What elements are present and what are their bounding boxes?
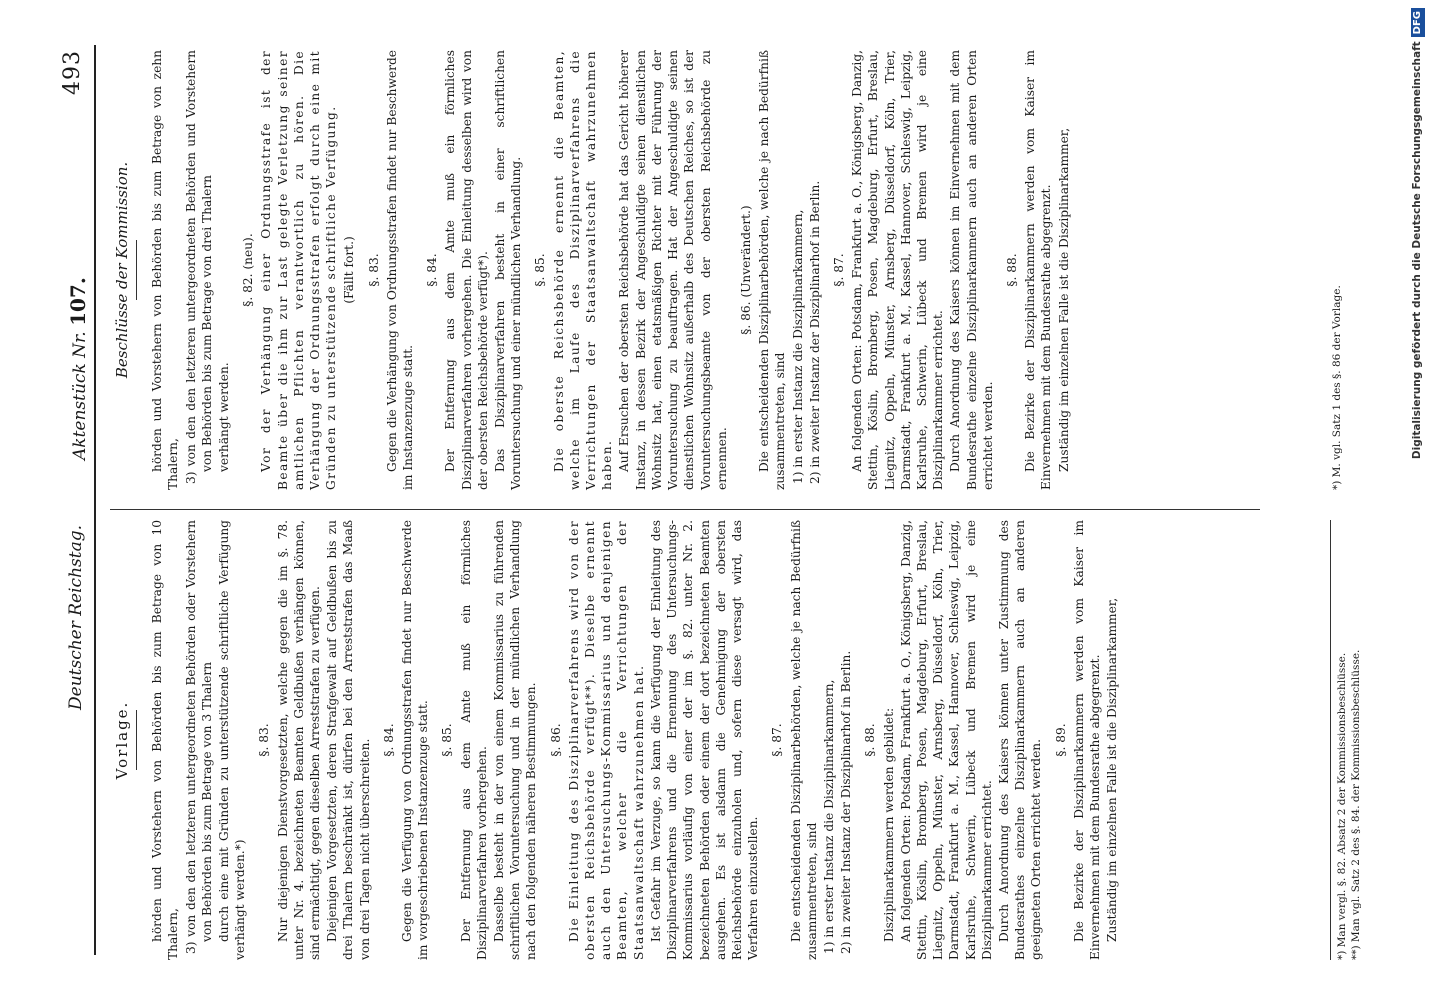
- paragraph: Gegen die Verhängung von Ordnungsstrafen findet nur Beschwerde im Instanzenzuge statt.: [384, 50, 416, 490]
- list-item: 1) in erster Instanz die Disziplinarkammern,: [821, 679, 836, 954]
- paragraph: hörden und Vorstehern von Behörden bis zum Betrage von zehn Thalern,: [150, 50, 181, 490]
- paragraph: Die entscheidenden Disziplinarbehörden, welche je nach Bedürfniß zusammentreten, sind: [788, 520, 819, 960]
- section-heading: §. 87.: [770, 723, 785, 757]
- footnote: *) Man vergl. §. 82. Absatz 2 der Kommissionsbeschlüsse.: [1336, 652, 1348, 960]
- section-heading: §. 88.: [1004, 253, 1019, 287]
- section-heading: §. 86. (Unverändert.): [738, 205, 753, 335]
- paragraph: Zuständig im einzelnen Falle ist die Disziplinarkammer,: [1056, 127, 1071, 472]
- document-label: Aktenstück Nr.: [70, 331, 90, 460]
- section-heading: §. 85.: [533, 253, 548, 287]
- editorial-note: (Fällt fort.): [342, 236, 357, 304]
- running-head: [60, 40, 100, 960]
- left-title-rule: [136, 710, 137, 770]
- paragraph: Disziplinarkammern werden gebildet:: [881, 707, 896, 942]
- paragraph: Durch Anordnung des Kaisers können unter Zustimmung des Bundesrathes einzelne Disziplinarkammern auch an anderen geeigneten Orten errichtet werden.: [996, 520, 1044, 960]
- paragraph: Die entscheidenden Disziplinarbehörden, welche je nach Bedürfniß zusammentreten, sind: [757, 50, 788, 490]
- paragraph: Die Bezirke der Disziplinarkammern werden vom Kaiser im Einvernehmen mit dem Bundesrathe abgegrenzt.: [1023, 50, 1054, 490]
- paragraph: Vor der Verhängung einer Ordnungsstrafe ist der Beamte über die ihm zur Last gelegte Verletzung seiner amtlichen Pflichten verantwortlich zu hören. Die Verhängung der Ordnungsstrafen erfolgt durch eine mit Gründen zu unterstützende schriftliche Verfügung.: [259, 50, 339, 490]
- section-heading: §. 83.: [257, 723, 272, 757]
- paragraph: Gegen die Verfügung von Ordnungsstrafen findet nur Beschwerde im vorgeschriebenen Instanzenzuge statt.: [400, 520, 431, 960]
- section-heading: §. 88.: [863, 723, 878, 757]
- watermark-text: [1406, 8, 1428, 992]
- section-heading: §. 84.: [425, 253, 440, 287]
- running-head-center: [66, 277, 90, 460]
- right-column-body: [149, 50, 1072, 490]
- list-item: 2) in zweiter Instanz der Disziplinarhof in Berlin.: [807, 180, 822, 484]
- paragraph: Der Entfernung aus dem Amte muß ein förmliches Disziplinarverfahren vorhergehen.: [458, 520, 489, 960]
- paragraph: Der Entfernung aus dem Amte muß ein förmliches Disziplinarverfahren vorhergehen. Die Einleitung desselben wird von der obersten Reichsbehörde verfügt*).: [443, 50, 490, 490]
- list-item: 2) in zweiter Instanz der Disziplinarhof in Berlin.: [839, 650, 854, 954]
- paragraph: Zuständig im einzelnen Falle ist die Disziplinarkammer,: [1105, 597, 1120, 942]
- header-rule: [94, 45, 96, 955]
- paragraph: Die oberste Reichsbehörde ernennt die Beamten, welche im Laufe des Disziplinarverfahrens die Verrichtungen der Staatsanwaltschaft wahrzunehmen haben.: [551, 50, 615, 490]
- footnote: *) M. vgl. Satz 1 des §. 86 der Vorlage.: [1331, 285, 1343, 490]
- section-heading: §. 83.: [366, 253, 381, 287]
- left-column-body: [149, 520, 1120, 960]
- paragraph: Dasselbe besteht in der von einem Kommissarius zu führenden schriftlichen Voruntersuchung und in der mündlichen Verhandlung nach den folgenden näheren Bestimmungen.: [492, 520, 539, 960]
- left-column: [110, 520, 1121, 960]
- paragraph: Ist Gefahr im Verzuge, so kann die Verfügung der Einleitung des Disziplinarverfahrens und die Ernennung des Untersuchungs-Kommissarius vorläufig von einer der im §. 82. unter Nr. 2. bezeichneten Behörden oder einem der dort bezeichneten Beamten ausgehen. Es ist alsdann die Genehmigung der obersten Reichsbehörde einzuholen und, sofern diese versagt wird, das Verfahren einzustellen.: [648, 520, 761, 960]
- watermark-label: Digitalisierung gefördert durch die Deutsche Forschungsgemeinschaft: [1411, 41, 1423, 460]
- paragraph: verhängt werden.: [217, 362, 232, 472]
- paragraph: Diejenigen Vorgesetzten, deren Strafgewalt auf Geldbußen bis zu drei Thalern beschränkt ist, dürfen bei den Arreststrafen das Maaß von drei Tagen nicht überschreiten.: [325, 520, 372, 960]
- footnote: **) Man vgl. Satz 2 des §. 84. der Kommissionsbeschlüsse.: [1350, 649, 1362, 960]
- paragraph: Durch Anordnung des Kaisers können im Einvernehmen mit dem Bundesrathe einzelne Disziplinarkammern auch an anderen Orten errichtet werden.: [948, 50, 995, 490]
- section-heading: §. 87.: [831, 253, 846, 287]
- right-title-rule: [136, 240, 137, 300]
- left-column-title: Vorlage.: [113, 700, 131, 780]
- running-head-left: Deutscher Reichstag.: [66, 525, 86, 710]
- list-item: 3) von den den letzteren untergeordneten Behörden oder Vorstehern von Behörden bis zum Betrage von 3 Thalern: [183, 520, 214, 954]
- paragraph: An folgenden Orten: Potsdam, Frankfurt a. O., Königsberg, Danzig, Stettin, Köslin, Bromberg, Posen, Magdeburg, Erfurt, Breslau, Liegnitz, Oppeln, Münster, Arnsberg, Düsseldorf, Köln, Trier, Darmstadt, Frankfurt a. M., Kassel, Hannover, Schleswig, Leipzig, Karlsruhe, Schwerin, Lübeck und Bremen wird je eine Disziplinarkammer errichtet.: [898, 520, 994, 960]
- digitization-watermark: [1406, 8, 1428, 992]
- paragraph: Auf Ersuchen der obersten Reichsbehörde hat das Gericht höherer Instanz, in dessen Bezirk der Angeschuldigte seinen dienstlichen Wohnsitz hat, einen etatsmäßigen Richter mit der Führung der Voruntersuchung zu beauftragen. Hat der Angeschuldigte seinen dienstlichen Wohnsitz außerhalb des Deutschen Reiches, so ist der Voruntersuchungsbeamte von der obersten Reichsbehörde zu ernennen.: [617, 50, 729, 490]
- paragraph: Das Disziplinarverfahren besteht in einer schriftlichen Voruntersuchung und einer mündlichen Verhandlung.: [493, 50, 524, 490]
- page-number: 493: [60, 50, 85, 95]
- section-heading: §. 84.: [381, 723, 396, 757]
- right-column-title: Beschlüsse der Kommission.: [113, 161, 131, 379]
- right-footnotes: [1330, 50, 1344, 490]
- paragraph: An folgenden Orten: Potsdam, Frankfurt a. O., Königsberg, Danzig, Stettin, Köslin, Bromberg, Posen, Magdeburg, Erfurt, Breslau, Liegnitz, Oppeln, Münster, Arnsberg, Düsseldorf, Köln, Trier, Darmstadt, Frankfurt a. M., Kassel, Hannover, Schleswig, Leipzig, Karlsruhe, Schwerin, Lübeck und Bremen wird je eine Disziplinarkammer errichtet.: [850, 50, 946, 490]
- document-number: 107.: [66, 277, 90, 326]
- section-heading: §. 85.: [440, 723, 455, 757]
- paragraph: Die Einleitung des Disziplinarverfahrens wird von der obersten Reichsbehörde verfügt**). Dieselbe ernennt auch den Untersuchungs-Kommissarius und denjenigen Beamten, welcher die Verrichtungen der Staatsanwaltschaft wahrzunehmen hat.: [566, 520, 646, 960]
- right-column: [110, 50, 1073, 490]
- column-divider: [110, 509, 1260, 510]
- paragraph: hörden und Vorstehern von Behörden bis zum Betrage von 10 Thalern,: [150, 520, 181, 960]
- paragraph: Nur diejenigen Dienstvorgesetzten, welche gegen die im §. 78. unter Nr. 4. bezeichneten Beamten Geldbußen verhängen können, sind ermächtigt, gegen dieselben Arreststrafen zu verfügen.: [275, 520, 323, 960]
- paragraph: Die Bezirke der Disziplinarkammern werden vom Kaiser im Einvernehmen mit dem Bundesrathe abgegrenzt.: [1071, 520, 1102, 960]
- list-item: 1) in erster Instanz die Disziplinarkammern,: [790, 209, 805, 484]
- section-heading: §. 86.: [548, 723, 563, 757]
- left-footnotes: [1330, 520, 1363, 960]
- dfg-logo: DFG: [1411, 8, 1425, 37]
- section-heading: §. 82. (neu).: [241, 233, 256, 307]
- section-heading: §. 89.: [1053, 723, 1068, 757]
- list-item: 3) von den den letzteren untergeordneten Behörden und Vorstehern von Behörden bis zum Betrage von drei Thalern: [183, 50, 214, 484]
- paragraph: durch eine mit Gründen zu unterstützende schriftliche Verfügung verhängt werden.*): [217, 520, 248, 960]
